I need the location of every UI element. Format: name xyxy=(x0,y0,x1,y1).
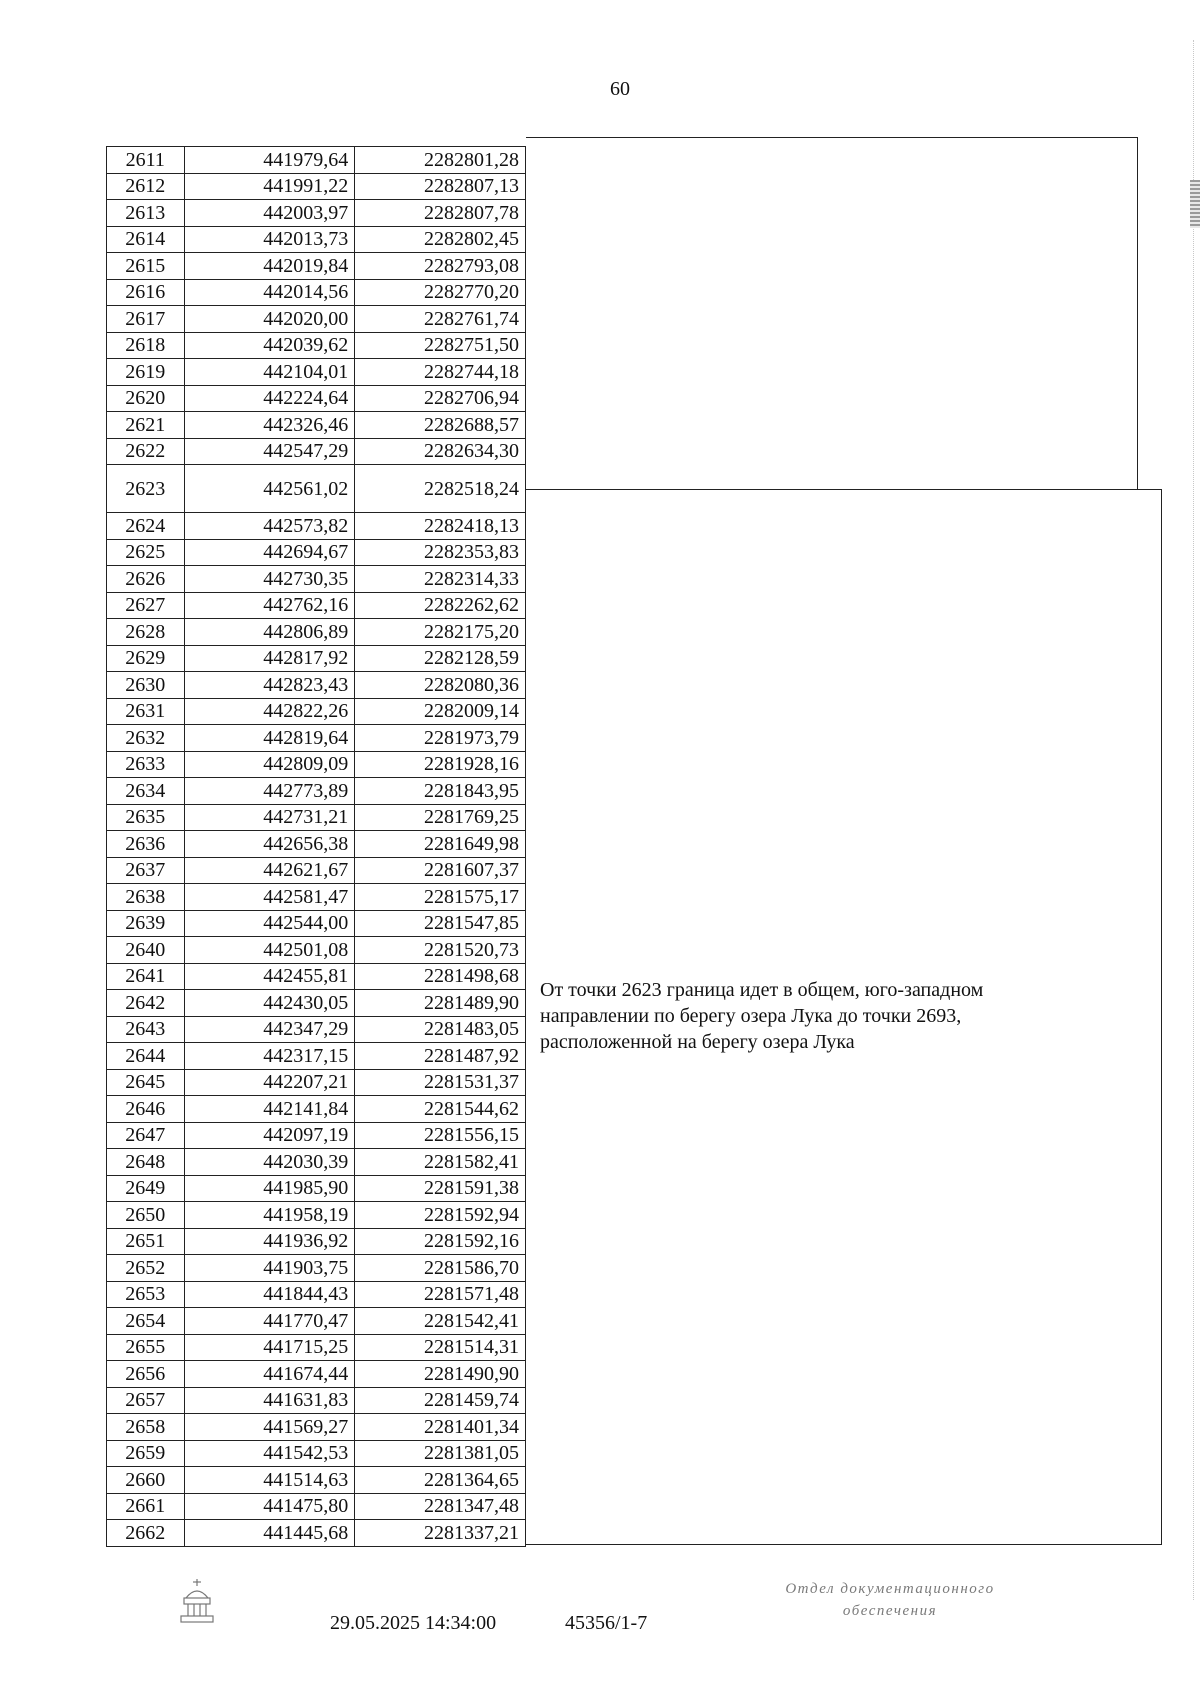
coordinates-table-body xyxy=(107,147,526,1547)
point-number-cell: 2638 xyxy=(107,884,185,911)
table-row xyxy=(107,1467,526,1494)
point-number-cell: 2617 xyxy=(107,306,185,333)
point-number-cell: 2628 xyxy=(107,619,185,646)
point-number-cell: 2646 xyxy=(107,1096,185,1123)
x-coordinate-cell: 441514,63 xyxy=(184,1467,355,1494)
y-coordinate-cell: 2281769,25 xyxy=(355,804,526,831)
y-coordinate-cell: 2281591,38 xyxy=(355,1175,526,1202)
x-coordinate-cell: 442347,29 xyxy=(184,1016,355,1043)
y-coordinate-cell: 2282744,18 xyxy=(355,359,526,386)
point-number-cell: 2621 xyxy=(107,412,185,439)
x-coordinate-cell: 442544,00 xyxy=(184,910,355,937)
point-number-cell: 2657 xyxy=(107,1387,185,1414)
x-coordinate-cell: 442809,09 xyxy=(184,751,355,778)
x-coordinate-cell: 441979,64 xyxy=(184,147,355,174)
table-row xyxy=(107,1043,526,1070)
department-stamp xyxy=(740,1578,1040,1622)
y-coordinate-cell: 2282770,20 xyxy=(355,279,526,306)
y-coordinate-cell: 2281649,98 xyxy=(355,831,526,858)
x-coordinate-cell: 441936,92 xyxy=(184,1228,355,1255)
point-number-cell: 2630 xyxy=(107,672,185,699)
x-coordinate-cell: 442020,00 xyxy=(184,306,355,333)
y-coordinate-cell: 2281520,73 xyxy=(355,937,526,964)
y-coordinate-cell: 2282262,62 xyxy=(355,592,526,619)
x-coordinate-cell: 441715,25 xyxy=(184,1334,355,1361)
table-row xyxy=(107,173,526,200)
description-cell xyxy=(526,489,1162,1545)
x-coordinate-cell: 442806,89 xyxy=(184,619,355,646)
y-coordinate-cell: 2281547,85 xyxy=(355,910,526,937)
table-row xyxy=(107,725,526,752)
x-coordinate-cell: 441958,19 xyxy=(184,1202,355,1229)
x-coordinate-cell: 441985,90 xyxy=(184,1175,355,1202)
x-coordinate-cell: 442501,08 xyxy=(184,937,355,964)
y-coordinate-cell: 2281514,31 xyxy=(355,1334,526,1361)
table-row xyxy=(107,857,526,884)
table-row xyxy=(107,1281,526,1308)
table-row xyxy=(107,1387,526,1414)
x-coordinate-cell: 442019,84 xyxy=(184,253,355,280)
y-coordinate-cell: 2281571,48 xyxy=(355,1281,526,1308)
x-coordinate-cell: 441903,75 xyxy=(184,1255,355,1282)
point-number-cell: 2631 xyxy=(107,698,185,725)
table-row xyxy=(107,385,526,412)
footer-datetime: 29.05.2025 14:34:00 xyxy=(330,1612,497,1634)
y-coordinate-cell: 2281592,94 xyxy=(355,1202,526,1229)
point-number-cell: 2622 xyxy=(107,438,185,465)
x-coordinate-cell: 442581,47 xyxy=(184,884,355,911)
table-row xyxy=(107,1361,526,1388)
point-number-cell: 2614 xyxy=(107,226,185,253)
table-row xyxy=(107,200,526,227)
boundary-description xyxy=(540,977,1060,1055)
table-row xyxy=(107,937,526,964)
x-coordinate-cell: 442817,92 xyxy=(184,645,355,672)
y-coordinate-cell: 2281459,74 xyxy=(355,1387,526,1414)
y-coordinate-cell: 2281489,90 xyxy=(355,990,526,1017)
table-row xyxy=(107,1414,526,1441)
x-coordinate-cell: 442097,19 xyxy=(184,1122,355,1149)
point-number-cell: 2619 xyxy=(107,359,185,386)
x-coordinate-cell: 442455,81 xyxy=(184,963,355,990)
point-number-cell: 2633 xyxy=(107,751,185,778)
point-number-cell: 2642 xyxy=(107,990,185,1017)
point-number-cell: 2655 xyxy=(107,1334,185,1361)
table-row xyxy=(107,1016,526,1043)
y-coordinate-cell: 2282801,28 xyxy=(355,147,526,174)
x-coordinate-cell: 441674,44 xyxy=(184,1361,355,1388)
point-number-cell: 2649 xyxy=(107,1175,185,1202)
x-coordinate-cell: 441475,80 xyxy=(184,1493,355,1520)
y-coordinate-cell: 2281347,48 xyxy=(355,1493,526,1520)
y-coordinate-cell: 2281843,95 xyxy=(355,778,526,805)
table-row xyxy=(107,910,526,937)
table-row xyxy=(107,619,526,646)
table-row xyxy=(107,1122,526,1149)
y-coordinate-cell: 2282175,20 xyxy=(355,619,526,646)
y-coordinate-cell: 2282314,33 xyxy=(355,566,526,593)
point-number-cell: 2626 xyxy=(107,566,185,593)
y-coordinate-cell: 2281483,05 xyxy=(355,1016,526,1043)
table-row xyxy=(107,465,526,513)
point-number-cell: 2632 xyxy=(107,725,185,752)
x-coordinate-cell: 442224,64 xyxy=(184,385,355,412)
x-coordinate-cell: 442730,35 xyxy=(184,566,355,593)
y-coordinate-cell: 2281381,05 xyxy=(355,1440,526,1467)
point-number-cell: 2636 xyxy=(107,831,185,858)
point-number-cell: 2618 xyxy=(107,332,185,359)
y-coordinate-cell: 2281556,15 xyxy=(355,1122,526,1149)
point-number-cell: 2627 xyxy=(107,592,185,619)
point-number-cell: 2658 xyxy=(107,1414,185,1441)
point-number-cell: 2640 xyxy=(107,937,185,964)
table-row xyxy=(107,1255,526,1282)
x-coordinate-cell: 441569,27 xyxy=(184,1414,355,1441)
y-coordinate-cell: 2281928,16 xyxy=(355,751,526,778)
point-number-cell: 2620 xyxy=(107,385,185,412)
point-number-cell: 2637 xyxy=(107,857,185,884)
x-coordinate-cell: 442773,89 xyxy=(184,778,355,805)
emblem-icon xyxy=(178,1578,216,1624)
table-row xyxy=(107,645,526,672)
y-coordinate-cell: 2281542,41 xyxy=(355,1308,526,1335)
table-row xyxy=(107,963,526,990)
point-number-cell: 2644 xyxy=(107,1043,185,1070)
y-coordinate-cell: 2281575,17 xyxy=(355,884,526,911)
table-row xyxy=(107,539,526,566)
table-row xyxy=(107,332,526,359)
y-coordinate-cell: 2282688,57 xyxy=(355,412,526,439)
x-coordinate-cell: 442822,26 xyxy=(184,698,355,725)
y-coordinate-cell: 2281531,37 xyxy=(355,1069,526,1096)
department-stamp-line-1: Отдел документационного xyxy=(785,1581,995,1597)
point-number-cell: 2660 xyxy=(107,1467,185,1494)
x-coordinate-cell: 442141,84 xyxy=(184,1096,355,1123)
table-row xyxy=(107,1069,526,1096)
point-number-cell: 2654 xyxy=(107,1308,185,1335)
x-coordinate-cell: 442039,62 xyxy=(184,332,355,359)
y-coordinate-cell: 2282009,14 xyxy=(355,698,526,725)
x-coordinate-cell: 442823,43 xyxy=(184,672,355,699)
x-coordinate-cell: 442819,64 xyxy=(184,725,355,752)
y-coordinate-cell: 2282634,30 xyxy=(355,438,526,465)
point-number-cell: 2647 xyxy=(107,1122,185,1149)
y-coordinate-cell: 2282793,08 xyxy=(355,253,526,280)
point-number-cell: 2643 xyxy=(107,1016,185,1043)
y-coordinate-cell: 2282128,59 xyxy=(355,645,526,672)
point-number-cell: 2635 xyxy=(107,804,185,831)
y-coordinate-cell: 2281544,62 xyxy=(355,1096,526,1123)
y-coordinate-cell: 2281487,92 xyxy=(355,1043,526,1070)
x-coordinate-cell: 441844,43 xyxy=(184,1281,355,1308)
x-coordinate-cell: 441445,68 xyxy=(184,1520,355,1547)
x-coordinate-cell: 442430,05 xyxy=(184,990,355,1017)
point-number-cell: 2662 xyxy=(107,1520,185,1547)
point-number-cell: 2653 xyxy=(107,1281,185,1308)
boundary-description-line-1: От точки 2623 граница идет в общем, юго-западном xyxy=(540,979,984,1001)
x-coordinate-cell: 442003,97 xyxy=(184,200,355,227)
y-coordinate-cell: 2281586,70 xyxy=(355,1255,526,1282)
table-row xyxy=(107,1520,526,1547)
point-number-cell: 2645 xyxy=(107,1069,185,1096)
point-number-cell: 2650 xyxy=(107,1202,185,1229)
point-number-cell: 2641 xyxy=(107,963,185,990)
y-coordinate-cell: 2281401,34 xyxy=(355,1414,526,1441)
x-coordinate-cell: 441770,47 xyxy=(184,1308,355,1335)
table-row xyxy=(107,279,526,306)
x-coordinate-cell: 442030,39 xyxy=(184,1149,355,1176)
x-coordinate-cell: 442621,67 xyxy=(184,857,355,884)
y-coordinate-cell: 2282761,74 xyxy=(355,306,526,333)
y-coordinate-cell: 2282080,36 xyxy=(355,672,526,699)
table-row xyxy=(107,1228,526,1255)
y-coordinate-cell: 2282353,83 xyxy=(355,539,526,566)
table-row xyxy=(107,226,526,253)
y-coordinate-cell: 2282807,78 xyxy=(355,200,526,227)
table-row xyxy=(107,412,526,439)
scan-edge-artifact xyxy=(1191,40,1194,1600)
point-number-cell: 2629 xyxy=(107,645,185,672)
x-coordinate-cell: 442207,21 xyxy=(184,1069,355,1096)
table-row xyxy=(107,1334,526,1361)
point-number-cell: 2611 xyxy=(107,147,185,174)
point-number-cell: 2624 xyxy=(107,513,185,540)
coordinates-table xyxy=(106,146,526,1547)
table-row xyxy=(107,253,526,280)
y-coordinate-cell: 2281337,21 xyxy=(355,1520,526,1547)
table-row xyxy=(107,359,526,386)
x-coordinate-cell: 441542,53 xyxy=(184,1440,355,1467)
x-coordinate-cell: 441631,83 xyxy=(184,1387,355,1414)
table-row xyxy=(107,698,526,725)
table-row xyxy=(107,1096,526,1123)
table-row xyxy=(107,751,526,778)
table-row xyxy=(107,513,526,540)
x-coordinate-cell: 442731,21 xyxy=(184,804,355,831)
table-row xyxy=(107,804,526,831)
point-number-cell: 2652 xyxy=(107,1255,185,1282)
y-coordinate-cell: 2281490,90 xyxy=(355,1361,526,1388)
y-coordinate-cell: 2282518,24 xyxy=(355,465,526,513)
x-coordinate-cell: 442326,46 xyxy=(184,412,355,439)
boundary-description-line-3: расположенной на берегу озера Лука xyxy=(540,1031,855,1053)
x-coordinate-cell: 442014,56 xyxy=(184,279,355,306)
x-coordinate-cell: 442317,15 xyxy=(184,1043,355,1070)
point-number-cell: 2612 xyxy=(107,173,185,200)
x-coordinate-cell: 442656,38 xyxy=(184,831,355,858)
table-row xyxy=(107,1175,526,1202)
table-row xyxy=(107,1308,526,1335)
x-coordinate-cell: 442013,73 xyxy=(184,226,355,253)
table-row xyxy=(107,592,526,619)
y-coordinate-cell: 2281973,79 xyxy=(355,725,526,752)
point-number-cell: 2634 xyxy=(107,778,185,805)
y-coordinate-cell: 2282751,50 xyxy=(355,332,526,359)
table-row xyxy=(107,1493,526,1520)
y-coordinate-cell: 2282802,45 xyxy=(355,226,526,253)
table-row xyxy=(107,566,526,593)
point-number-cell: 2615 xyxy=(107,253,185,280)
point-number-cell: 2639 xyxy=(107,910,185,937)
x-coordinate-cell: 442694,67 xyxy=(184,539,355,566)
table-row xyxy=(107,147,526,174)
y-coordinate-cell: 2281498,68 xyxy=(355,963,526,990)
table-row xyxy=(107,1440,526,1467)
point-number-cell: 2613 xyxy=(107,200,185,227)
table-row xyxy=(107,884,526,911)
y-coordinate-cell: 2282418,13 xyxy=(355,513,526,540)
table-row xyxy=(107,672,526,699)
point-number-cell: 2651 xyxy=(107,1228,185,1255)
y-coordinate-cell: 2281607,37 xyxy=(355,857,526,884)
x-coordinate-cell: 441991,22 xyxy=(184,173,355,200)
point-number-cell: 2656 xyxy=(107,1361,185,1388)
y-coordinate-cell: 2282706,94 xyxy=(355,385,526,412)
point-number-cell: 2659 xyxy=(107,1440,185,1467)
y-coordinate-cell: 2281364,65 xyxy=(355,1467,526,1494)
table-row xyxy=(107,778,526,805)
x-coordinate-cell: 442573,82 xyxy=(184,513,355,540)
x-coordinate-cell: 442561,02 xyxy=(184,465,355,513)
table-row xyxy=(107,1202,526,1229)
point-number-cell: 2616 xyxy=(107,279,185,306)
x-coordinate-cell: 442762,16 xyxy=(184,592,355,619)
department-stamp-line-2: обеспечения xyxy=(842,1603,938,1619)
table-row xyxy=(107,438,526,465)
page-number: 60 xyxy=(610,78,630,100)
point-number-cell: 2623 xyxy=(107,465,185,513)
y-coordinate-cell: 2281582,41 xyxy=(355,1149,526,1176)
point-number-cell: 2661 xyxy=(107,1493,185,1520)
x-coordinate-cell: 442547,29 xyxy=(184,438,355,465)
table-row xyxy=(107,306,526,333)
table-row xyxy=(107,990,526,1017)
description-cell-empty xyxy=(526,137,1138,490)
point-number-cell: 2648 xyxy=(107,1149,185,1176)
scan-marks-artifact xyxy=(1190,180,1200,228)
y-coordinate-cell: 2281592,16 xyxy=(355,1228,526,1255)
boundary-description-line-2: направлении по берегу озера Лука до точки 2693, xyxy=(540,1005,962,1027)
table-row xyxy=(107,831,526,858)
point-number-cell: 2625 xyxy=(107,539,185,566)
x-coordinate-cell: 442104,01 xyxy=(184,359,355,386)
footer-document-number: 45356/1-7 xyxy=(565,1612,648,1634)
table-row xyxy=(107,1149,526,1176)
y-coordinate-cell: 2282807,13 xyxy=(355,173,526,200)
